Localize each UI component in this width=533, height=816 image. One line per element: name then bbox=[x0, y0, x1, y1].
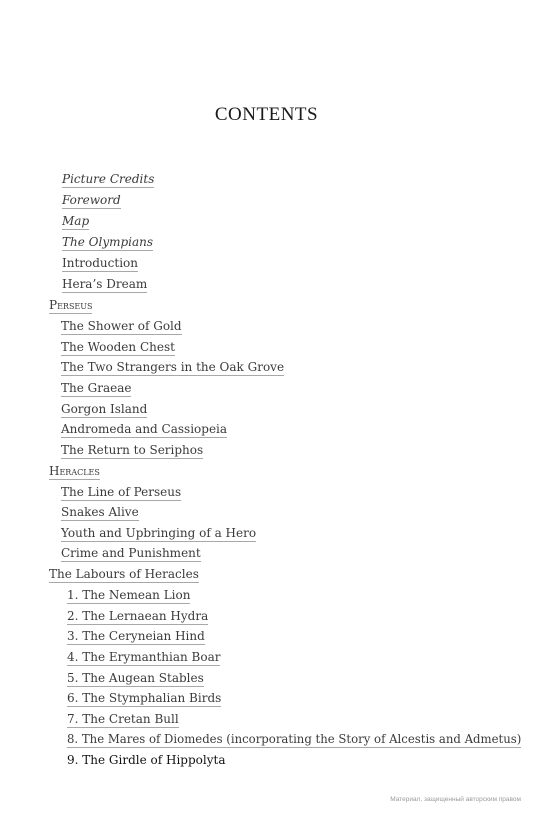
toc-link[interactable]: The Line of Perseus bbox=[61, 485, 182, 499]
toc-link-current[interactable]: 9. The Girdle of Hippolyta bbox=[67, 753, 226, 767]
toc-link[interactable]: 3. The Ceryneian Hind bbox=[67, 629, 205, 643]
toc-link[interactable]: The Labours of Heracles bbox=[49, 567, 199, 581]
toc-link[interactable]: Gorgon Island bbox=[61, 402, 148, 416]
toc-link[interactable]: Map bbox=[62, 214, 90, 228]
toc-entry-picture-credits[interactable] bbox=[62, 172, 154, 187]
toc-entry-shower-of-gold[interactable] bbox=[61, 319, 182, 334]
toc-link[interactable]: Crime and Punishment bbox=[61, 546, 201, 560]
toc-link[interactable]: The Two Strangers in the Oak Grove bbox=[61, 360, 285, 374]
toc-link[interactable]: Andromeda and Cassiopeia bbox=[61, 422, 228, 436]
toc-entry-two-strangers[interactable] bbox=[61, 360, 284, 375]
toc-entry-labour-3[interactable] bbox=[67, 629, 205, 644]
page-title: CONTENTS bbox=[214, 104, 319, 125]
toc-link[interactable]: 7. The Cretan Bull bbox=[67, 712, 179, 726]
toc-entry-labours-of-heracles[interactable] bbox=[49, 567, 199, 582]
toc-link[interactable]: 1. The Nemean Lion bbox=[67, 588, 191, 602]
toc-entry-crime-and-punishment[interactable] bbox=[61, 546, 201, 561]
toc-link[interactable]: 8. The Mares of Diomedes (incorporating the Story of Alcestis and Admetus) bbox=[67, 732, 522, 746]
toc-entry-snakes-alive[interactable] bbox=[61, 505, 139, 520]
toc-link[interactable]: Hera’s Dream bbox=[62, 277, 148, 291]
toc-entry-line-of-perseus[interactable] bbox=[61, 485, 181, 500]
toc-entry-heras-dream[interactable] bbox=[62, 277, 147, 292]
toc-entry-wooden-chest[interactable] bbox=[61, 340, 175, 355]
toc-link[interactable]: The Olympians bbox=[62, 235, 154, 249]
toc-entry-foreword[interactable] bbox=[62, 193, 121, 208]
toc-link[interactable]: The Shower of Gold bbox=[61, 319, 182, 333]
toc-entry-labour-7[interactable] bbox=[67, 712, 179, 727]
toc-link[interactable]: Introduction bbox=[62, 256, 138, 270]
toc-link[interactable]: 2. The Lernaean Hydra bbox=[67, 609, 209, 623]
toc-link[interactable]: Heracles bbox=[49, 464, 100, 478]
toc-entry-graeae[interactable] bbox=[61, 381, 131, 396]
toc-entry-labour-8[interactable] bbox=[67, 732, 521, 747]
toc-link[interactable]: The Wooden Chest bbox=[61, 340, 175, 354]
toc-entry-andromeda[interactable] bbox=[61, 422, 227, 437]
toc-section-heracles[interactable] bbox=[49, 464, 100, 479]
toc-link[interactable]: 6. The Stymphalian Birds bbox=[67, 691, 222, 705]
toc-link[interactable]: The Return to Seriphos bbox=[61, 443, 204, 457]
toc-entry-labour-5[interactable] bbox=[67, 671, 204, 686]
toc-link[interactable]: 4. The Erymanthian Boar bbox=[67, 650, 221, 664]
toc-link[interactable]: Snakes Alive bbox=[61, 505, 139, 519]
toc-link[interactable]: Perseus bbox=[49, 298, 93, 312]
toc-link[interactable]: Foreword bbox=[62, 193, 121, 207]
toc-link[interactable]: Youth and Upbringing of a Hero bbox=[61, 526, 257, 540]
toc-entry-the-olympians[interactable] bbox=[62, 235, 153, 250]
toc-link[interactable]: The Graeae bbox=[61, 381, 132, 395]
toc-entry-labour-6[interactable] bbox=[67, 691, 221, 706]
toc-entry-labour-2[interactable] bbox=[67, 609, 208, 624]
toc-entry-map[interactable] bbox=[62, 214, 89, 229]
copyright-watermark: Материал, защищенный авторским правом bbox=[390, 796, 521, 803]
toc-section-perseus[interactable] bbox=[49, 298, 92, 313]
toc-entry-labour-9[interactable] bbox=[67, 753, 225, 768]
toc-link[interactable]: Picture Credits bbox=[62, 172, 155, 186]
toc-entry-return-to-seriphos[interactable] bbox=[61, 443, 203, 458]
toc-entry-introduction[interactable] bbox=[62, 256, 138, 271]
toc-entry-youth-and-upbringing[interactable] bbox=[61, 526, 256, 541]
toc-link[interactable]: 5. The Augean Stables bbox=[67, 671, 204, 685]
toc-entry-gorgon-island[interactable] bbox=[61, 402, 147, 417]
toc-entry-labour-4[interactable] bbox=[67, 650, 220, 665]
toc-entry-labour-1[interactable] bbox=[67, 588, 190, 603]
